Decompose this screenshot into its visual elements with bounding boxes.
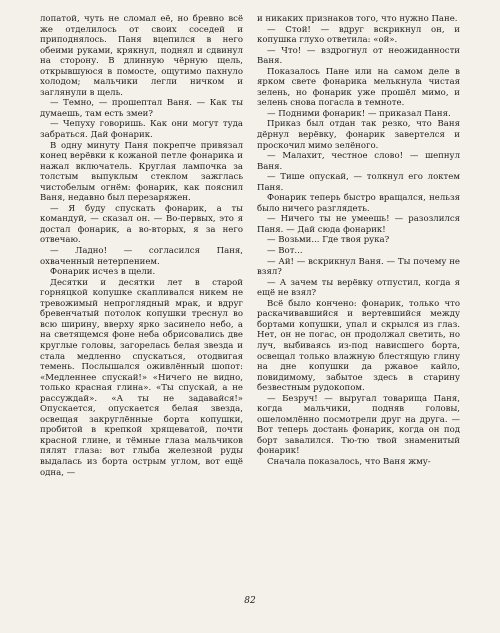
right-column [257, 14, 460, 594]
paragraph: — А зачем ты верёвку отпустил, когда я ещё не взял? [257, 277, 460, 299]
paragraph: — Я буду спускать фонарик, а ты командуй, — сказал он. — Во-первых, это я достал фонарик, а во-вторых, я за него отвечаю. [40, 203, 243, 246]
paragraph: и никаких признаков того, что нужно Пане. [257, 14, 458, 24]
left-column [40, 14, 243, 594]
paragraph: лопатой, чуть не сломал её, но бревно всё же отделилось от своих соседей и приподнялось. Паня вцепился в него обеими руками, крякнул, поднял и сдвинул на сторону. В длинную чёрную щель, открывшуюся в помосте, ощутимо пахнуло холодом; мальчики легли ничком и заглянули в щель. [40, 14, 243, 98]
paragraph: — Малахит, честное слово! — шепнул Ваня. [257, 151, 460, 172]
paragraph: — Темно, — прошептал Ваня. — Как ты думаешь, там есть змеи? [40, 98, 243, 119]
paragraph: — Чепуху говоришь. Как они могут туда забраться. Дай фонарик. [40, 119, 243, 141]
paragraph: В одну минуту Паня покрепче привязал конец верёвки к кожаной петле фонарика и нажал включатель. Круглая лампочка за толстым выпуклым стеклом зажглась чистобелым огнём: фонарик, как пояснил Ваня, недавно был перезаряжен. [40, 140, 243, 204]
paragraph: — Возьми... Где твоя рука? [267, 235, 390, 246]
paragraph: — Стой! — вдруг вскрикнул он, и копушка глухо ответила: «ой». [257, 24, 460, 46]
paragraph: — Ладно! — согласился Паня, охваченный нетерпением. [40, 246, 243, 267]
page-number: 82 [244, 596, 256, 606]
paragraph: — Тише опускай, — толкнул его локтем Паня. [257, 172, 460, 193]
paragraph: — Ничего ты не умеешь! — разозлился Паня. — Дай сюда фонарик! [257, 214, 460, 235]
paragraph: Фонарик теперь быстро вращался, нельзя было ничего разглядеть. [257, 193, 460, 214]
paragraph: Приказ был отдан так резко, что Ваня дёрнул верёвку, фонарик завертелся и проскочил мимо зелёного. [257, 119, 460, 151]
paragraph: — Вот... [267, 246, 303, 257]
paragraph: — Ай! — вскрикнул Ваня. — Ты почему не взял? [257, 256, 460, 278]
paragraph: Всё было кончено: фонарик, только что раскачивавшийся и вертевшийся между бортами копушки, упал и скрылся из глаз. Нет, он не погас, он продолжал светить, но луч, выбиваясь из-под нависшего борта, освещал только влажную блестящую глину на дне копушки да ржавое кайло, повидимому, забытое здесь в старину безвестным рудокопом. [257, 298, 460, 394]
paragraph: Десятки и десятки лет в старой горняцкой копушке скапливался никем не тревожимый непроглядный мрак, и вдруг бревенчатый потолок копушки треснул во всю ширину, вверху ярко засинело небо, а на светящемся фоне неба обрисовались две круглые головы, загорелась белая звезда и стала медленно спускаться, отодвигая темень. Послышался оживлённый шопот: «Медленнее спускай!» «Ничего не видно, только красная глина». «Ты спускай, а не рассуждай». «А ты не задавайся!» Опускается, опускается белая звезда, освещая закруглённые борта копушки, пробитой в крепкой хрящеватой, почти красной глине, и тёмные глаза мальчиков пялят глаза: вот глыба железной руды выдалась из борта острым углом, вот ещё одна, — [40, 277, 243, 478]
paragraph: — Подними фонарик! — приказал Паня. [267, 108, 451, 119]
paragraph: — Безруч! — выругал товарища Паня, когда мальчики, подняв головы, ошеломлённо посмотрели друг на друга. — Вот теперь достань фонарик, когда он под борт завалился. Тю-тю твой знаменитый фонарик! [257, 393, 460, 457]
paragraph: Показалось Пане или на самом деле в ярком свете фонарика мелькнула чистая зелень, но фонарик уже прошёл мимо, и зелень снова погасла в темноте. [257, 66, 460, 109]
text-columns [40, 14, 460, 594]
paragraph: Сначала показалось, что Ваня жму- [267, 456, 431, 467]
paragraph: — Что! — вздрогнул от неожиданности Ваня. [257, 45, 460, 67]
paragraph: Фонарик исчез в щели. [50, 267, 156, 278]
